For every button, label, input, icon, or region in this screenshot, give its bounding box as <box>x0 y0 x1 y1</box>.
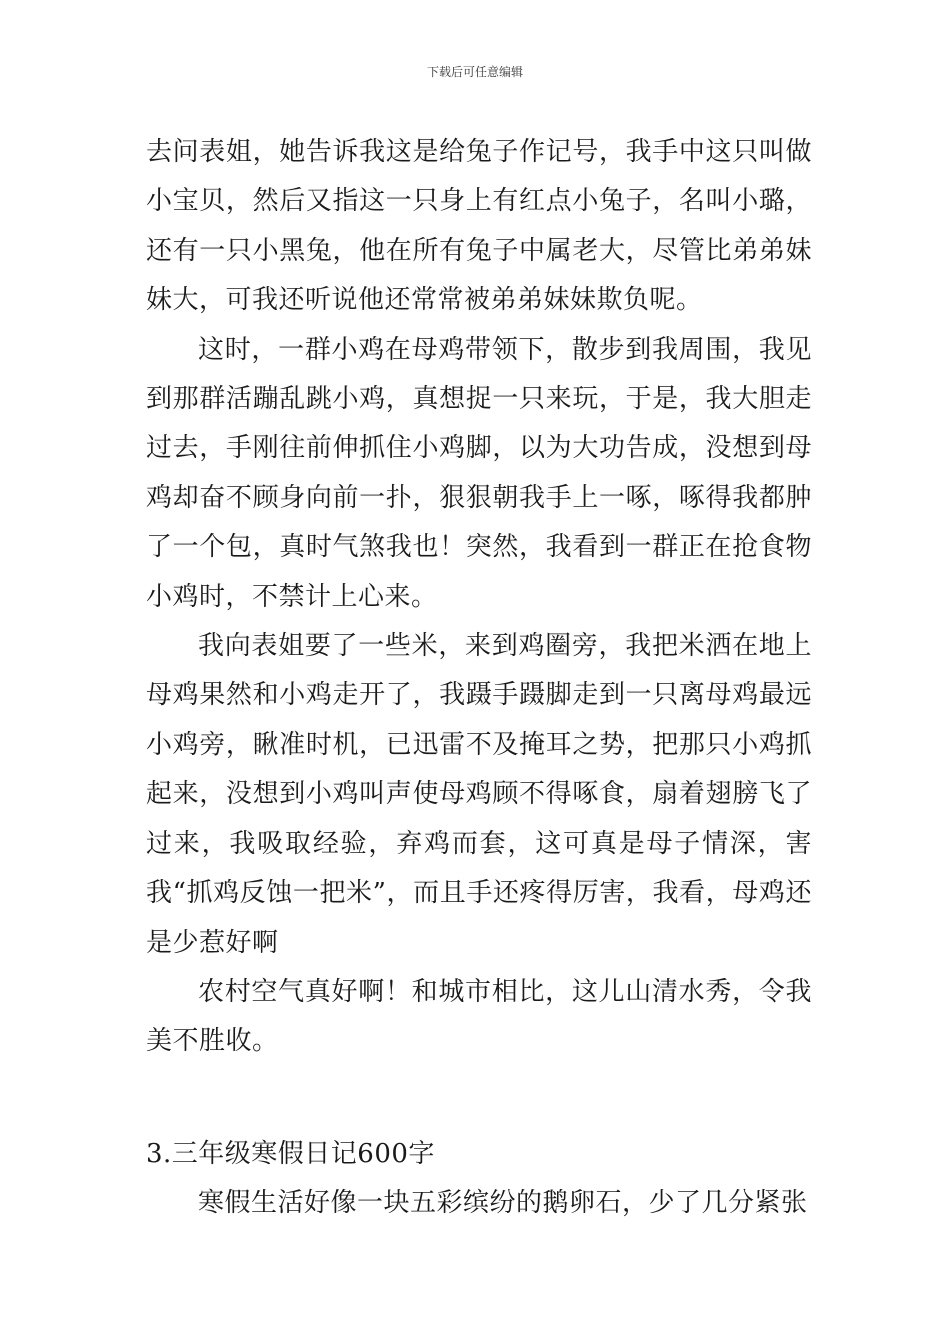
paragraph-countryside-air: 农村空气真好啊！和城市相比，这儿山清水秀，令我美不胜收。 <box>146 976 812 1057</box>
paragraph-spacer <box>146 1067 812 1116</box>
document-body <box>146 128 812 1229</box>
section-heading: 3.三年级寒假日记600字 <box>146 1138 435 1169</box>
header-note: 下载后可任意编辑 <box>426 65 523 79</box>
paragraph-winter-break: 寒假生活好像一块五彩缤纷的鹅卵石，少了几分紧张 <box>198 1188 808 1219</box>
paragraph-rabbits: 去问表姐，她告诉我这是给兔子作记号，我手中这只叫做小宝贝，然后又指这一只身上有红点小兔子，名叫小璐，还有一只小黑兔，他在所有兔子中属老大，尽管比弟弟妹妹大，可我还听说他还常常被弟弟妹妹欺负呢。 <box>146 137 812 316</box>
paragraph-rice-trick: 我向表姐要了一些米，来到鸡圈旁，我把米洒在地上母鸡果然和小鸡走开了，我蹑手蹑脚走到一只离母鸡最远小鸡旁，瞅准时机，已迅雷不及掩耳之势，把那只小鸡抓起来，没想到小鸡叫声使母鸡顾不得啄食，扇着翅膀飞了过来，我吸取经验，弃鸡而套，这可真是母子情深，害我“抓鸡反蚀一把米”，而且手还疼得厉害，我看，母鸡还是少惹好啊 <box>146 631 812 958</box>
paragraph-chicks: 这时，一群小鸡在母鸡带领下，散步到我周围，我见到那群活蹦乱跳小鸡，真想捉一只来玩，于是，我大胆走过去，手刚往前伸抓住小鸡脚，以为大功告成，没想到母鸡却奋不顾身向前一扑，狠狠朝我手上一啄，啄得我都肿了一个包，真时气煞我也！突然，我看到一群正在抢食物小鸡时，不禁计上心来。 <box>146 334 812 612</box>
